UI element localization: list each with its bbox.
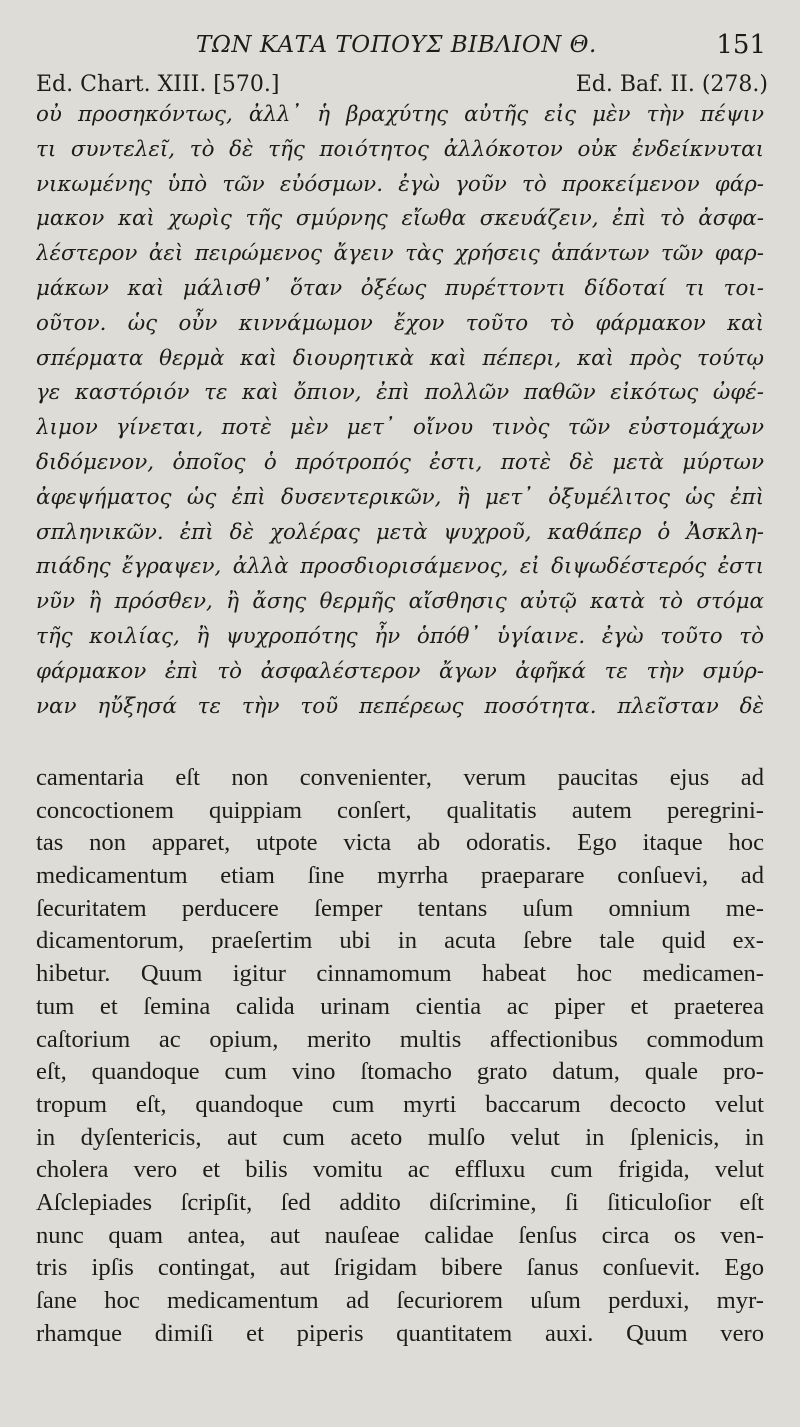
greek-text-line: λέστερον ἀεὶ πειρώμενος ἄγειν τὰς χρήσεις ἁπάντων τῶν φαρ-	[36, 241, 764, 267]
latin-text-block	[36, 762, 764, 1350]
latin-text-line: dicamentorum, praeſertim ubi in acuta ſebre tale quid ex-	[36, 927, 764, 955]
section-gap	[40, 728, 760, 729]
latin-text-line: ſecuritatem perducere ſemper tentans uſum omnium me-	[36, 894, 764, 922]
greek-text-line: σπέρματα θερμὰ καὶ διουρητικὰ καὶ πέπερι, καὶ πρὸς τούτῳ	[36, 345, 764, 371]
edition-references	[36, 72, 768, 100]
latin-text-line: cholera vero et bilis vomitu ac effluxu cum frigida, velut	[36, 1156, 764, 1184]
greek-text-line: γε καστόριόν τε καὶ ὄπιον, ἐπὶ πολλῶν παθῶν εἰκότως ὠφέ-	[36, 380, 764, 406]
running-title: ΤΩΝ ΚΑΤΑ ΤΟΠΟΥΣ ΒΙΒΛΙΟΝ Θ.	[196, 32, 597, 58]
edition-basel: Ed. Baf. II. (278.)	[575, 72, 768, 97]
greek-text-line: τι συντελεῖ, τὸ δὲ τῆς ποιότητος ἀλλόκοτον οὐκ ἐνδείκνυται	[36, 136, 764, 162]
greek-text-line: νῦν ἢ πρόσθεν, ἢ ἄσης θερμῆς αἴσθησις αὐτῷ κατὰ τὸ στόμα	[36, 589, 764, 615]
page-number: 151	[716, 30, 766, 60]
running-head	[36, 30, 768, 64]
latin-text-line: tris ipſis contingat, aut ſrigidam bibere ſanus conſuevit. Ego	[36, 1254, 764, 1282]
latin-text-line: caſtorium ac opium, merito multis affectionibus commodum	[36, 1025, 764, 1053]
greek-text-line: ἀφεψήματος ὡς ἐπὶ δυσεντερικῶν, ἢ μετ᾿ ὀξυμέλιτος ὡς ἐπὶ	[36, 484, 764, 510]
latin-text-line: ſane hoc medicamentum ad ſecuriorem uſum perduxi, myr-	[36, 1287, 764, 1314]
latin-text-line: rhamque dimiſi et piperis quantitatem auxi. Quum vero	[36, 1319, 764, 1347]
latin-text-line: tropum eſt, quandoque cum myrti baccarum decocto velut	[36, 1090, 764, 1118]
greek-text-line: οὐ προσηκόντως, ἀλλ᾿ ἡ βραχύτης αὐτῆς εἰς μὲν τὴν πέψιν	[36, 102, 764, 127]
latin-text-line: concoctionem quippiam conſert, qualitatis autem peregrini-	[36, 796, 764, 824]
greek-text-line: μακον καὶ χωρὶς τῆς σμύρνης εἴωθα σκευάζειν, ἐπὶ τὸ ἀσφα-	[36, 206, 764, 232]
greek-text-line: σπληνικῶν. ἐπὶ δὲ χολέρας μετὰ ψυχροῦ, καθάπερ ὁ Ἀσκλη-	[36, 519, 764, 545]
latin-text-line: camentaria eſt non convenienter, verum paucitas ejus ad	[36, 764, 764, 791]
greek-text-line: ναν ηὔξησά τε τὴν τοῦ πεπέρεως ποσότητα. πλεῖσταν δὲ	[36, 693, 764, 719]
latin-text-line: hibetur. Quum igitur cinnamomum habeat hoc medicamen-	[36, 960, 764, 988]
greek-text-line: πιάδης ἔγραψεν, ἀλλὰ προσδιορισάμενος, εἰ διψωδέστερός ἐστι	[36, 554, 764, 580]
edition-chartier: Ed. Chart. XIII. [570.]	[36, 72, 280, 97]
greek-text-block	[36, 98, 764, 724]
greek-text-line: νικωμένης ὑπὸ τῶν εὐόσμων. ἐγὼ γοῦν τὸ προκείμενον φάρ-	[36, 171, 764, 197]
greek-text-line: μάκων καὶ μάλισθ᾿ ὅταν ὀξέως πυρέττοντι δίδοταί τι τοι-	[36, 275, 764, 301]
latin-text-line: medicamentum etiam ſine myrrha praeparare conſuevi, ad	[36, 862, 764, 890]
greek-text-line: οῦτον. ὡς οὖν κιννάμωμον ἔχον τοῦτο τὸ φάρμακον καὶ	[36, 310, 764, 336]
greek-text-line: λιμον γίνεται, ποτὲ μὲν μετ᾿ οἴνου τινὸς τῶν εὐστομάχων	[36, 415, 764, 441]
latin-text-line: tas non apparet, utpote victa ab odoratis. Ego itaque hoc	[36, 829, 764, 857]
greek-text-line: φάρμακον ἐπὶ τὸ ἀσφαλέστερον ἄγων ἀφῆκά τε τὴν σμύρ-	[36, 658, 764, 684]
greek-text-line: διδόμενον, ὁποῖος ὁ πρότροπός ἐστι, ποτὲ δὲ μετὰ μύρτων	[36, 449, 764, 475]
latin-text-line: eſt, quandoque cum vino ſtomacho grato datum, quale pro-	[36, 1058, 764, 1086]
latin-text-line: tum et ſemina calida urinam cientia ac piper et praeterea	[36, 992, 764, 1020]
latin-text-line: nunc quam antea, aut nauſeae calidae ſenſus circa os ven-	[36, 1221, 764, 1249]
latin-text-line: in dyſentericis, aut cum aceto mulſo velut in ſplenicis, in	[36, 1123, 764, 1151]
latin-text-line: Aſclepiades ſcripſit, ſed addito diſcrimine, ſi ſiticuloſior eſt	[36, 1188, 764, 1216]
greek-text-line: τῆς κοιλίας, ἢ ψυχροπότης ἦν ὁπόθ᾿ ὑγίαινε. ἐγὼ τοῦτο τὸ	[36, 623, 764, 649]
